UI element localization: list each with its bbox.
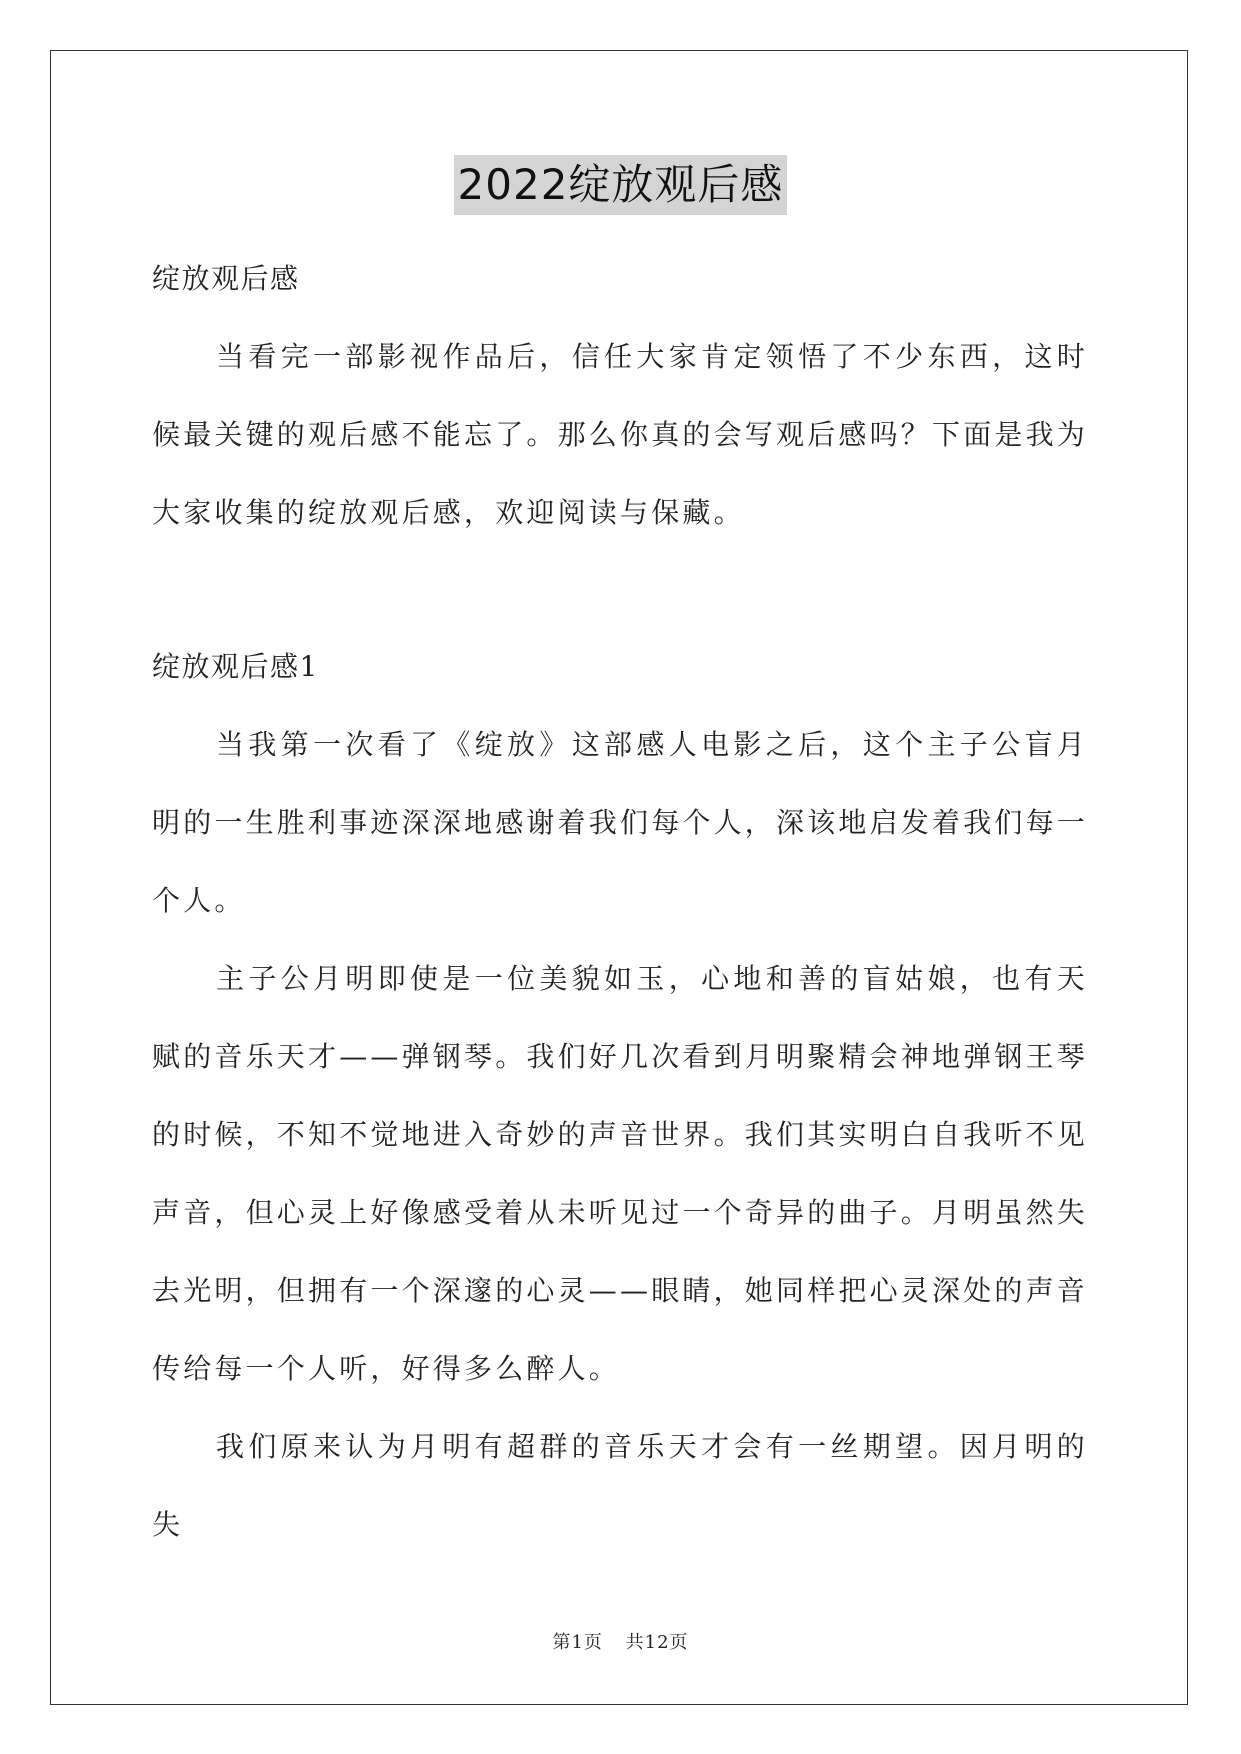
page-number: 第1页 <box>552 1632 603 1653</box>
body-paragraph: 主子公月明即使是一位美貌如玉，心地和善的盲姑娘，也有天赋的音乐天才——弹钢琴。我们好几次看到月明聚精会神地弹钢王琴的时候，不知不觉地进入奇妙的声音世界。我们其实明白自我听不见声音，但心灵上好像感受着从未听见过一个奇异的曲子。月明虽然失去光明，但拥有一个深邃的心灵——眼睛，她同样把心灵深处的声音传给每一个人听，好得多么醉人。 <box>152 962 1089 1385</box>
page-total: 共12页 <box>625 1632 689 1653</box>
page-footer <box>0 1628 1241 1654</box>
body-paragraph: 我们原来认为月明有超群的音乐天才会有一丝期望。因月明的失 <box>152 1430 1088 1541</box>
section-heading: 绽放观后感 <box>152 262 300 295</box>
body-paragraph: 当我第一次看了《绽放》这部感人电影之后，这个主子公盲月明的一生胜利事迹深深地感谢着我们每个人，深该地启发着我们每一个人。 <box>152 728 1089 917</box>
title-container <box>0 155 1241 215</box>
section-heading-1: 绽放观后感1 <box>152 650 319 683</box>
intro-paragraph: 当看完一部影视作品后，信任大家肯定领悟了不少东西，这时候最关键的观后感不能忘了。那么你真的会写观后感吗？下面是我为大家收集的绽放观后感，欢迎阅读与保藏。 <box>152 340 1089 529</box>
document-title: 2022绽放观后感 <box>454 155 788 215</box>
document-body <box>152 240 1088 1564</box>
section-spacer <box>152 552 1088 628</box>
